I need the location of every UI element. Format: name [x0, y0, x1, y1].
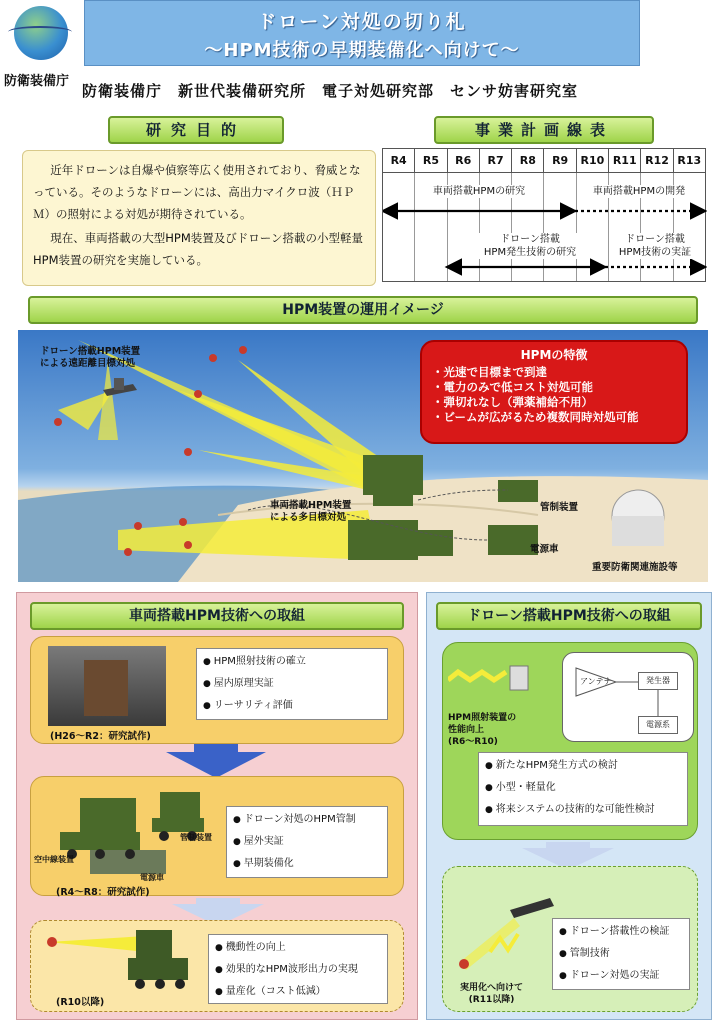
bullet-item: ● 早期装備化 — [233, 853, 381, 875]
control-label: 管制装置 — [540, 502, 579, 513]
feature-item: ・電力のみで低コスト対処可能 — [432, 380, 593, 394]
title-line2: ～HPM技術の早期装備化へ向けて～ — [204, 40, 520, 61]
year-cell: R13 — [677, 154, 702, 167]
drone-beam-illustration — [448, 660, 538, 700]
vehicle-stage1-bullets — [196, 648, 388, 720]
stage2-label-antenna: 空中線装置 — [34, 855, 74, 864]
plan-heading: 事業計画線表 — [434, 116, 654, 144]
bullet-item: ● 機動性の向上 — [215, 937, 381, 959]
diagram-power: 電源系 — [638, 716, 678, 734]
year-cell: R8 — [512, 149, 544, 172]
stage2-label-control: 管制装置 — [180, 833, 212, 842]
drone-heading: ドローン搭載HPM技術への取組 — [436, 602, 702, 630]
power-label: 電源車 — [530, 544, 559, 555]
feature-item: ・光速で目標まで到達 — [432, 365, 547, 379]
feature-item: ・ビームが広がるため複数同時対処可能 — [432, 410, 639, 424]
purpose-para2: 現在、車両搭載の大型HPM装置及びドローン搭載の小型軽量HPM装置の研究を実施している。 — [33, 231, 364, 267]
vehicle-stage3-caption: (R10以降) — [56, 997, 105, 1008]
stage1-photo — [48, 646, 166, 726]
bullet-item: ● 量産化（コスト低減） — [215, 981, 381, 1003]
title-line1: ドローン対処の切り札 — [257, 11, 467, 33]
bar3-label: ドローン搭載 HPM発生技術の研究 — [475, 233, 585, 259]
features-title: HPMの特徴 — [520, 348, 588, 362]
stage2-label-power: 電源車 — [140, 873, 164, 882]
bullet-item: ● リーサリティ評価 — [203, 695, 381, 717]
purpose-para1: 近年ドローンは自爆や偵察等広く使用されており、脅威となっている。そのようなドローンには、高出力マイクロ波（ＨＰＭ）の照射による対処が期待されている。 — [33, 163, 361, 221]
year-cell: R5 — [415, 149, 447, 172]
facility-label: 重要防衛関連施設等 — [592, 562, 678, 573]
features-box — [420, 340, 688, 444]
drone-stage2-bullets — [552, 918, 690, 990]
orbit-icon — [8, 26, 72, 38]
year-cell: R12 — [641, 149, 673, 172]
bullet-item: ● ドローン対処の実証 — [559, 965, 683, 987]
bullet-item: ● 新たなHPM発生方式の検討 — [485, 755, 681, 777]
year-cell: R6 — [448, 149, 480, 172]
year-cell: R11 — [609, 149, 641, 172]
vehicle-label: 車両搭載HPM装置 による多目標対処 — [270, 500, 352, 523]
bullet-item: ● 将来システムの技術的な可能性検討 — [485, 799, 681, 821]
diagram-antenna-label: アンテナ — [580, 677, 612, 686]
operations-heading: HPM装置の運用イメージ — [28, 296, 698, 324]
stage3-illustration — [36, 926, 206, 996]
feature-item: ・弾切れなし（弾薬補給不用） — [432, 395, 593, 409]
bullet-item: ● 管制技術 — [559, 943, 683, 965]
drone-stage2-caption: 実用化へ向けて (R11以降) — [460, 983, 524, 1005]
bullet-item: ● 小型・軽量化 — [485, 777, 681, 799]
title-banner — [84, 0, 640, 66]
diagram-generator: 発生器 — [638, 672, 678, 690]
year-cell: R10 — [577, 149, 609, 172]
drone-stage1-caption: HPM照射装置の 性能向上 (R6～R10) — [448, 713, 517, 747]
bar4-label: ドローン搭載 HPM技術の実証 — [609, 233, 701, 259]
logo-label: 防衛装備庁 — [4, 74, 70, 89]
bullet-item: ● ドローン対処のHPM管制 — [233, 809, 381, 831]
vehicle-stage2-caption: (R4～R8：研究試作) — [56, 887, 150, 898]
purpose-heading: 研究目的 — [108, 116, 284, 144]
year-cell: R9 — [544, 149, 576, 172]
vehicle-stage1-caption: (H26～R2：研究試作) — [50, 731, 151, 742]
year-cell: R4 — [383, 149, 415, 172]
logo — [4, 4, 76, 89]
bullet-item: ● 効果的なHPM波形出力の実現 — [215, 959, 381, 981]
organization: 防衛装備庁 新世代装備研究所 電子対処研究部 センサ妨害研究室 — [82, 82, 579, 100]
bullet-item: ● 屋内原理実証 — [203, 673, 381, 695]
plan-timeline — [382, 148, 706, 282]
year-cell: R7 — [480, 149, 512, 172]
bullet-item: ● HPM照射技術の確立 — [203, 651, 381, 673]
vehicle-stage2-bullets — [226, 806, 388, 878]
vehicle-heading: 車両搭載HPM技術への取組 — [30, 602, 404, 630]
drone-label: ドローン搭載HPM装置 による遠距離目標対処 — [40, 346, 141, 369]
bar1-label: 車両搭載HPMの研究 — [419, 185, 539, 198]
vehicle-stage3-bullets — [208, 934, 388, 1004]
timeline-arrows — [383, 149, 707, 283]
bullet-item: ● 屋外実証 — [233, 831, 381, 853]
bullet-item: ● ドローン搭載性の検証 — [559, 921, 683, 943]
bar2-label: 車両搭載HPMの開発 — [579, 185, 699, 198]
down-arrow-icon — [166, 752, 266, 778]
purpose-text — [22, 150, 376, 286]
drone-stage1-bullets — [478, 752, 688, 826]
